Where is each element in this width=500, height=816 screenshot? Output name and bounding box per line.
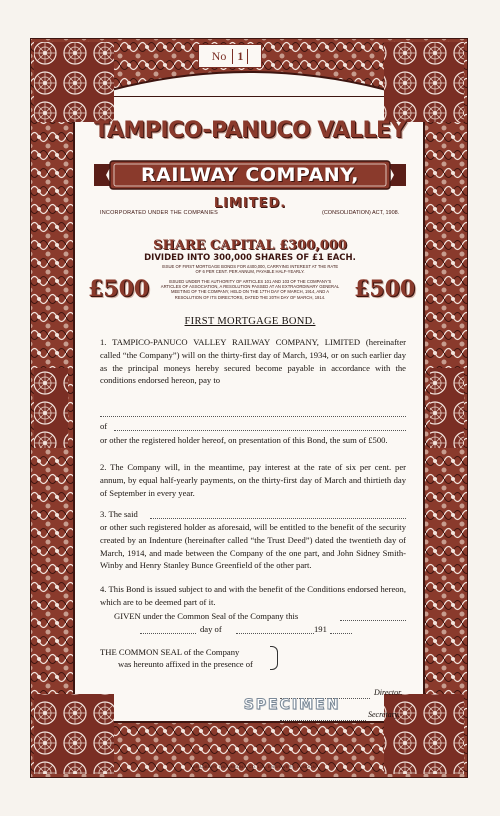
shares-division: DIVIDED INTO 300,000 SHARES OF £1 EACH.	[144, 253, 356, 263]
holder-name-line	[150, 518, 406, 519]
secretary-signature-line	[280, 720, 366, 721]
secretary-label: Secretary.	[368, 710, 400, 719]
certificate-number-box	[198, 44, 262, 68]
clause-1: 1. TAMPICO-PANUCO VALLEY RAILWAY COMPANY, LIMITED (hereinafter called “the Company”) will on the thirty-first day of March, 1934, or on such earlier day as the principal moneys hereby secured become payable in accordance with the conditions endorsed hereon, pay to	[100, 337, 406, 386]
payee-address-line	[114, 430, 406, 431]
seal-line-1: THE COMMON SEAL of the Company	[100, 647, 240, 657]
authority-fine-print: ISSUED UNDER THE AUTHORITY OF ARTICLES 101 AND 103 OF THE COMPANY'S ARTICLES OF ASSOCIATION, A RESOLUTION PASSED AT AN EXTRAORDINARY GENERAL MEETING OF THE COMPANY, HELD ON THE 17TH DAY OF MARCH, 1914, AND A RESOLUTION OF ITS DIRECTORS, DATED THE 20TH DAY OF MARCH, 1914.	[160, 279, 340, 300]
payee-line	[100, 416, 406, 417]
director-label: Director.	[374, 688, 403, 697]
bond-title: FIRST MORTGAGE BOND.	[184, 316, 316, 327]
seal-brace	[270, 646, 278, 670]
of-label: of	[100, 421, 108, 431]
incorporation-text-right: (CONSOLIDATION) ACT, 1908.	[322, 210, 400, 216]
company-name: TAMPICO-PANUCO VALLEY	[94, 118, 406, 143]
given-under-seal: GIVEN under the Common Seal of the Company this	[114, 611, 299, 621]
number-label: No	[211, 48, 227, 63]
denomination-right: £500	[354, 276, 416, 302]
clause-3-start: 3. The said	[100, 509, 138, 519]
company-name-banner-text: RAILWAY COMPANY,	[140, 164, 360, 186]
clause-4: 4. This Bond is issued subject to and with the benefit of the Conditions endorsed hereon, which are to be deemed part of it.	[100, 584, 406, 607]
denomination-left: £500	[88, 276, 150, 302]
year-prefix: 191	[314, 624, 327, 634]
year-line	[330, 633, 352, 634]
clause-2: 2. The Company will, in the meantime, pay interest at the rate of six per cent. per annum, by equal half-yearly payments, on the thirty-first day of March and thirtieth day of September in every year.	[100, 462, 406, 498]
day-of-label: day of	[200, 624, 222, 634]
specimen-stamp: SPECIMEN	[243, 697, 341, 713]
incorporation-text-left: INCORPORATED UNDER THE COMPANIES	[100, 210, 218, 216]
bond-issue-fine-print: ISSUE OF FIRST MORTGAGE BONDS FOR £400,000, CARRYING INTEREST AT THE RATE OF 6 PER CENT. PER ANNUM, PAYABLE HALF-YEARLY.	[161, 264, 339, 275]
certificate-number: 1	[232, 49, 248, 64]
company-banner	[94, 160, 406, 190]
day-line	[140, 633, 196, 634]
limited-label: LIMITED.	[213, 196, 287, 211]
given-day-line	[340, 620, 406, 621]
seal-line-2: was hereunto affixed in the presence of	[118, 659, 253, 670]
share-capital: SHARE CAPITAL £300,000	[153, 238, 347, 253]
printer-credit: BRADBURY, WILKINSON & CO. LTD. ENGRAVERS, LONDON.	[193, 764, 317, 769]
common-seal-text	[100, 646, 280, 671]
clause-3: or other such registered holder as aforesaid, will be entitled to the benefit of the security created by an Indenture (hereinafter called “the Trust Deed”) dated the twentieth day of March, 1914, and made between the Company of the one part, and John Sidney Smith-Winby and Henry Stanley Bunce Greenfield of the other part.	[100, 522, 406, 571]
month-line	[236, 633, 314, 634]
clause-1-continued: or other the registered holder hereof, on presentation of this Bond, the sum of £500.	[100, 435, 388, 445]
